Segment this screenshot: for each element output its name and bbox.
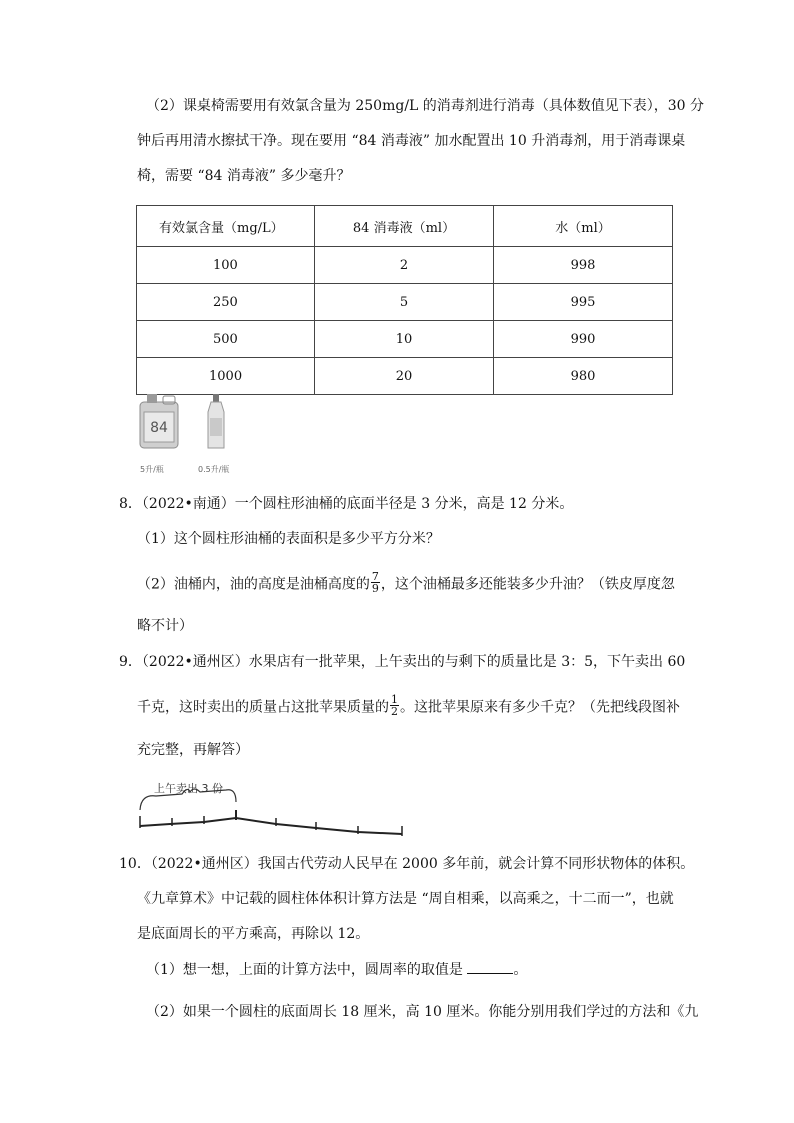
small-bottle-caption: 0.5升/瓶 [198,465,230,474]
segment-line [140,818,402,834]
line-segment-diagram [136,772,406,838]
table-cell: 10 [315,321,494,358]
table-header-row [137,206,673,247]
table-cell: 250 [137,284,315,321]
big-bottle-caption: 5升/瓶 [140,465,164,474]
jug-label-text: 84 [150,420,168,436]
table-cell: 980 [494,358,673,395]
table-cell: 995 [494,284,673,321]
fraction-seven-ninths: $\frac{7}{9}$ [371,570,379,595]
answer-blank[interactable] [467,959,513,974]
q8-part1: （1）这个圆柱形油桶的表面积是多少平方分米？ [137,531,440,547]
q8-stem: 8．（2022•南通）一个圆柱形油桶的底面半径是 3 分米，高是 12 分米。 [119,496,574,512]
table-cell: 998 [494,247,673,284]
q9-stem-line1: 9．（2022•通州区）水果店有一批苹果，上午卖出的与剩下的质量比是 3：5，下午卖出 60 [119,654,686,670]
table-cell: 2 [315,247,494,284]
bottles-illustration [136,388,246,478]
q7-part2-line2: 钟后再用清水擦拭干净。现在要用 “84 消毒液” 加水配置出 10 升消毒剂，用于消毒课桌 [137,133,686,149]
q10-stem-line1: 10．（2022•通州区）我国古代劳动人民早在 2000 多年前，就会计算不同形状物体的体积。 [119,856,695,872]
q8-part2: （2）油桶内，油的高度是油桶高度的 $\frac{7}{9}$ ，这个油桶最多还能装多少升油？（铁皮厚度忽 [137,570,675,595]
table-header-cell: 有效氯含量（mg/L） [137,206,315,247]
table-header-cell: 84 消毒液（ml） [315,206,494,247]
q10-stem-line3: 是底面周长的平方乘高，再除以 12。 [137,926,370,942]
q10-part1: （1）想一想，上面的计算方法中，圆周率的取值是 。 [146,959,527,980]
table-cell: 500 [137,321,315,358]
table-row [137,247,673,284]
table-cell: 5 [315,284,494,321]
q10-part2: （2）如果一个圆柱的底面周长 18 厘米，高 10 厘米。你能分别用我们学过的方法和《九 [146,1004,699,1020]
table-cell: 100 [137,247,315,284]
q7-part2-line3: 椅，需要 “84 消毒液” 多少毫升？ [137,168,351,184]
fraction-one-half: $\frac{1}{2}$ [391,693,398,718]
q10-stem-line2: 《九章算术》中记载的圆柱体体积计算方法是 “周自相乘，以高乘之，十二而一”，也就 [137,891,674,907]
table-cell: 1000 [137,358,315,395]
q9-stem-line3: 充完整，再解答） [137,742,249,758]
table-cell: 990 [494,321,673,358]
table-row [137,321,673,358]
table-row [137,284,673,321]
table-header-cell: 水（ml） [494,206,673,247]
concentration-table [136,205,673,395]
table-cell: 20 [315,358,494,395]
diagram-label: 上午卖出 3 份 [154,782,223,795]
q9-stem-line2: 千克，这时卖出的质量占这批苹果质量的 $\frac{1}{2}$ 。这批苹果原来有多少千克？（先把线段图补 [137,693,680,718]
q7-part2-line1: （2）课桌椅需要用有效氯含量为 250mg/L 的消毒剂进行消毒（具体数值见下表），30 分 [146,98,705,114]
q8-part2-cont: 略不计） [137,618,193,634]
disinfectant-bottles-image [136,388,246,478]
